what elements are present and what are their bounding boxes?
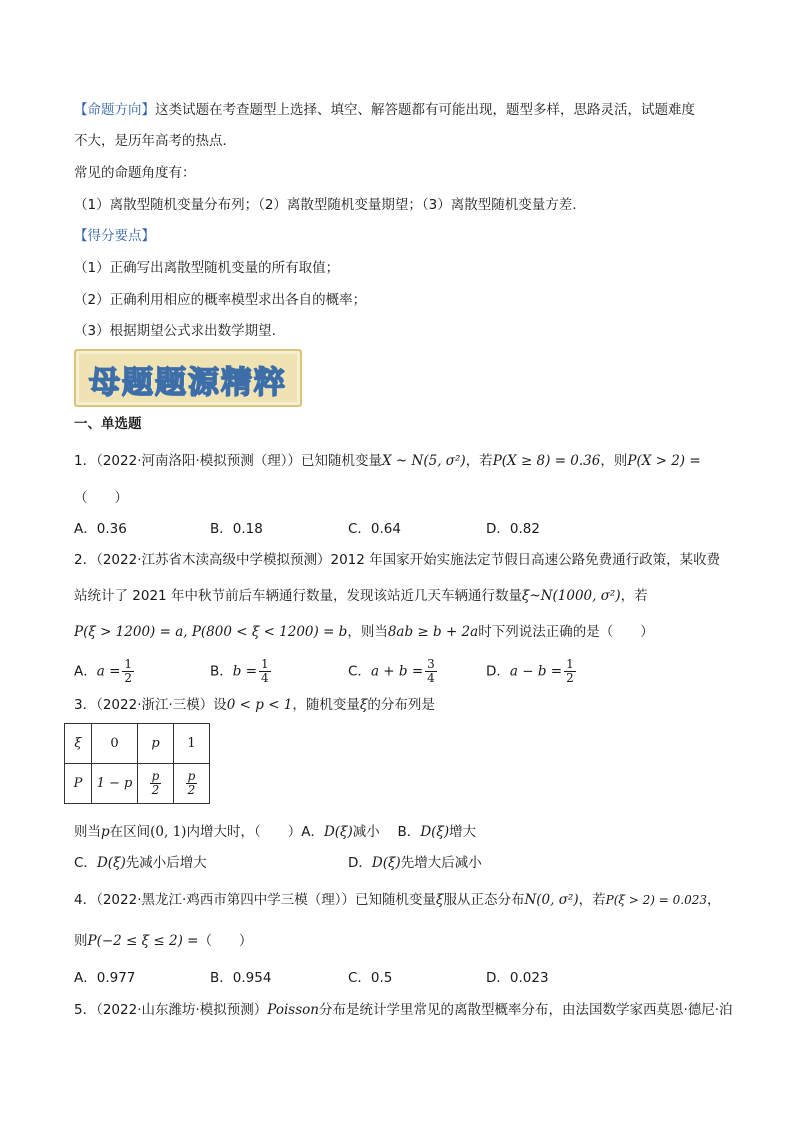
q4-ask: P(−2 ≤ ξ ≤ 2) = (87, 933, 199, 949)
q3-table-cell: 1 (174, 724, 210, 764)
q3-p-variable: p (101, 824, 110, 840)
q4-paren: （ ） (198, 933, 253, 949)
q3-options-line-1 (74, 822, 476, 842)
q3-dxi-d: D(ξ) (371, 855, 401, 871)
q5-prefix: 5．（2022·山东潍坊·模拟预测） (74, 1002, 268, 1018)
q2-option-a-num: 1 (124, 657, 133, 671)
q3-dxi-c: D(ξ) (96, 855, 126, 871)
q2-option-c (348, 658, 439, 685)
q3-option-a-text: 减小 B． (352, 824, 421, 840)
q3-table-row-values (65, 724, 210, 764)
section-title: 一、单选题 (74, 416, 142, 432)
q2-option-d-label: D． (486, 663, 510, 680)
q1-option-a: A．0.36 (74, 521, 127, 537)
q1-ask: P(X > 2) = (627, 453, 701, 469)
q2-line-3b: ，则当 (347, 624, 388, 640)
q2-option-d-den: 2 (566, 671, 574, 685)
q3-suffix: ，随机变量 (292, 697, 360, 713)
q3-line-a: 则当 (74, 824, 101, 840)
q3-option-d-text: 先增大后减小 (400, 855, 482, 871)
q1-distribution: X ~ N(5, σ²) (382, 453, 466, 469)
q4-option-c: C．0.5 (348, 970, 393, 986)
q3-fraction-den: 2 (151, 783, 160, 797)
q4-line-2a: 则 (74, 933, 88, 949)
q3-option-c (74, 853, 207, 873)
q2-line-3d: 时下列说法正确的是（ ） (478, 624, 654, 640)
q3-variable: ξ (359, 697, 368, 713)
q3-fraction (186, 770, 198, 797)
banner-title: 母题题源精粹 (89, 365, 287, 401)
direction-text-2: 不大，是历年高考的热点． (74, 133, 236, 149)
q2-option-d-lhs: a − b = (509, 663, 563, 680)
q2-option-b-fraction (259, 658, 271, 685)
q1-mid: ，若 (465, 453, 493, 469)
q2-option-d (486, 658, 578, 685)
score-point-3: （3）根据期望公式求出数学期望. (74, 323, 276, 339)
q2-option-b-lhs: b = (232, 663, 258, 680)
q3-distribution-table (64, 723, 210, 804)
q3-dxi-b: D(ξ) (420, 824, 450, 840)
q3-table-row-probabilities (65, 764, 210, 804)
q3-option-d-label: D． (348, 855, 372, 871)
q5-text: 分布是统计学里常见的离散型概率分布，由法国数学家西莫恩·德尼·泊 (318, 1002, 733, 1018)
q3-fraction-num: p (187, 769, 196, 783)
q1-condition: P(X ≥ 8) = 0.36 (492, 453, 601, 469)
q3-option-c-label: C． (74, 855, 97, 871)
q3-suffix2: 的分布列是 (367, 697, 435, 713)
q3-table-cell (138, 764, 174, 804)
q2-distribution: ξ~N(1000, σ²) (521, 588, 621, 604)
q1-option-c: C．0.64 (348, 521, 401, 537)
q4-option-b: B．0.954 (210, 970, 272, 986)
q2-option-c-den: 4 (427, 671, 435, 685)
q3-interval: (0, 1) (150, 824, 187, 840)
angles-line: （1）离散型随机变量分布列；（2）离散型随机变量期望；（3）离散型随机变量方差. (74, 197, 577, 213)
q2-option-a-fraction (122, 658, 134, 685)
section-banner (74, 349, 302, 407)
q2-line-2c: ，若 (620, 588, 648, 604)
q2-option-b-den: 4 (261, 671, 269, 685)
q3-table-cell: p (138, 724, 174, 764)
q5-poisson: Poisson (267, 1002, 319, 1018)
q1-option-d: D．0.82 (486, 521, 540, 537)
q2-line-3 (74, 622, 654, 642)
q3-option-c-text: 先减小后增大 (125, 855, 207, 871)
q1-answer-paren: （ ） (74, 490, 128, 506)
q4-distribution: N(0, σ²) (524, 892, 579, 908)
q3-stem (74, 695, 435, 715)
q2-option-c-fraction (425, 658, 437, 685)
q3-dxi-a: D(ξ) (323, 824, 353, 840)
q4-prefix: 4．（2022·黑龙江·鸡西市第四中学三模（理））已知随机变量 (74, 892, 437, 908)
q3-line-b: 在区间 (109, 824, 151, 840)
direction-tag: 【命题方向】 (74, 102, 155, 118)
q2-line-2 (74, 586, 648, 606)
q3-table-cell: ξ (65, 724, 92, 764)
q3-prefix: 3．（2022·浙江·三模）设 (74, 697, 227, 713)
q2-option-c-lhs: a + b = (370, 663, 424, 680)
q4-stem (74, 890, 721, 910)
q2-option-d-num: 1 (566, 657, 574, 671)
q2-option-d-fraction (564, 658, 576, 685)
common-angles-heading: 常见的命题角度有： (74, 165, 196, 181)
q4-option-a: A．0.977 (74, 970, 136, 986)
q2-inequality: 8ab ≥ b + 2a (387, 624, 479, 640)
q2-option-a-label: A． (74, 663, 97, 680)
q4-mid2: ，若 (578, 892, 606, 908)
q2-option-b-num: 1 (261, 657, 269, 671)
score-point-2: （2）正确利用相应的概率模型求出各自的概率； (74, 292, 367, 308)
q1-mid2: ，则 (600, 453, 628, 469)
q4-mid: 服从正态分布 (443, 892, 525, 908)
score-point-1: （1）正确写出离散型随机变量的所有取值； (74, 260, 340, 276)
q2-option-c-label: C． (348, 663, 371, 680)
q3-option-d (348, 853, 482, 873)
q3-fraction-num: p (151, 769, 160, 783)
direction-paragraph-line1 (74, 100, 695, 120)
q4-line-2 (74, 931, 252, 951)
q4-mid3: ， (707, 892, 721, 908)
q2-option-a (74, 658, 136, 685)
q4-option-d: D．0.023 (486, 970, 549, 986)
score-points-tag: 【得分要点】 (74, 228, 155, 244)
q3-table-cell (174, 764, 210, 804)
q2-line-1: 2．（2022·江苏省木渎高级中学模拟预测）2012 年国家开始实施法定节假日高速公路免费通行政策，某收费 (74, 552, 721, 568)
q2-option-a-lhs: a = (96, 663, 121, 680)
q3-fraction (150, 770, 162, 797)
q3-table-cell: 1 − p (92, 764, 138, 804)
q3-table-cell: P (65, 764, 92, 804)
q2-line-2a: 站统计了 2021 年中秋节前后车辆通行数量，发现该站近几天车辆通行数量 (74, 588, 522, 604)
question-1-stem (74, 451, 701, 471)
direction-text-1: 这类试题在考查题型上选择、填空、解答题都有可能出现，题型多样，思路灵活，试题难度 (155, 102, 695, 118)
q3-fraction-den: 2 (187, 783, 196, 797)
q1-option-b: B．0.18 (210, 521, 263, 537)
q3-table-cell: 0 (92, 724, 138, 764)
q4-condition: P(ξ > 2) = 0.023 (605, 893, 708, 907)
q1-prefix: 1．（2022·河南洛阳·模拟预测（理））已知随机变量 (74, 453, 383, 469)
q2-option-c-num: 3 (427, 657, 435, 671)
q3-option-b-text: 增大 (449, 824, 477, 840)
q5-stem (74, 1000, 733, 1020)
q3-condition: 0 < p < 1 (226, 697, 293, 713)
q2-conditions: P(ξ > 1200) = a, P(800 < ξ < 1200) = b (74, 624, 348, 640)
q4-variable: ξ (436, 892, 444, 908)
q2-option-b-label: B． (210, 663, 233, 680)
q3-line-c: 内增大时，（ ）A． (186, 824, 324, 840)
q2-option-b (210, 658, 273, 685)
q2-option-a-den: 2 (124, 671, 133, 685)
